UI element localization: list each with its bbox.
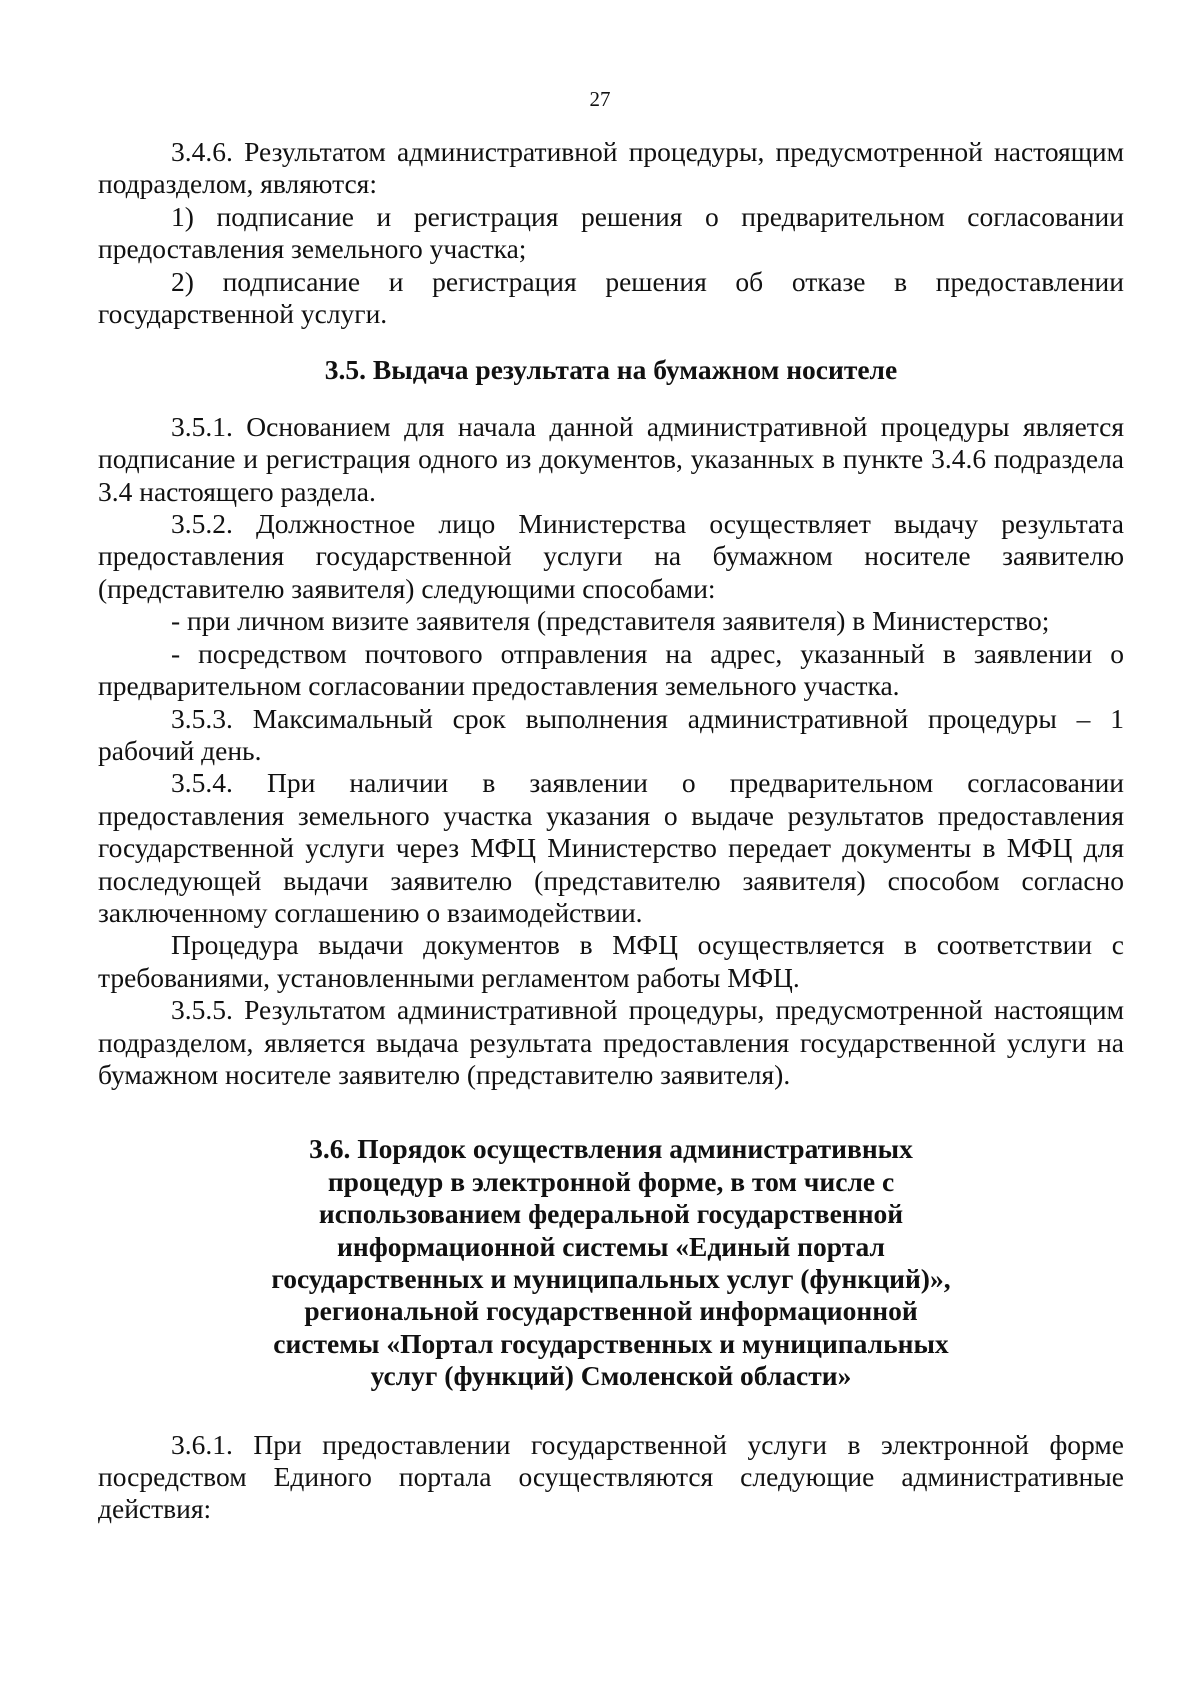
paragraph-3-5-5: 3.5.5. Результатом административной процедуры, предусмотренной настоящим подразделом, является выдача результата предоставления государственной услуги на бумажном носителе заявителю (представителю заявителя).: [98, 994, 1124, 1090]
document-body: [98, 136, 1124, 1526]
bullet-item-visit: - при личном визите заявителя (представителя заявителя) в Министерство;: [171, 605, 1050, 637]
paragraph-3-4-6: 3.4.6. Результатом административной процедуры, предусмотренной настоящим подразделом, являются:: [98, 136, 1124, 200]
section-heading-3-5: 3.5. Выдача результата на бумажном носителе: [324, 354, 898, 386]
paragraph-3-5-2: 3.5.2. Должностное лицо Министерства осуществляет выдачу результата предоставления государственной услуги на бумажном носителе заявителю (представителю заявителя) следующими способами:: [98, 508, 1124, 604]
page-number: 27: [589, 87, 611, 111]
paragraph-3-5-4: 3.5.4. При наличии в заявлении о предварительном согласовании предоставления земельного участка указания о выдаче результатов предоставления государственной услуги через МФЦ Министерство передает документы в МФЦ для последующей выдачи заявителю (представителю заявителя) способом согласно заключенному соглашению о взаимодействии.: [98, 767, 1124, 928]
list-item-1: 1) подписание и регистрация решения о предварительном согласовании предоставления земельного участка;: [98, 200, 1124, 265]
paragraph-3-5-3: 3.5.3. Максимальный срок выполнения административной процедуры – 1 рабочий день.: [98, 702, 1124, 766]
bullet-item-mail: - посредством почтового отправления на адрес, указанный в заявлении о предварительном согласовании предоставления земельного участка.: [98, 637, 1124, 702]
list-item-2: 2) подписание и регистрация решения об отказе в предоставлении государственной услуги.: [98, 265, 1124, 330]
paragraph-3-5-1: 3.5.1. Основанием для начала данной административной процедуры является подписание и регистрация одного из документов, указанных в пункте 3.4.6 подраздела 3.4 настоящего раздела.: [98, 410, 1124, 507]
section-heading-3-6: 3.6. Порядок осуществления административных процедур в электронной форме, в том числе с использованием федеральной государственной информационной системы «Единый портал государственных и муниципальных услуг (функций)», региональной государственной информационной системы «Портал государственных и муниципальных услуг (функций) Смоленской области»: [271, 1133, 951, 1392]
paragraph-3-6-1: 3.6.1. При предоставлении государственной услуги в электронной форме посредством Единого портала осуществляются следующие административные действия:: [98, 1428, 1124, 1525]
paragraph-3-5-4-procedure: Процедура выдачи документов в МФЦ осуществляется в соответствии с требованиями, установленными регламентом работы МФЦ.: [98, 929, 1124, 993]
